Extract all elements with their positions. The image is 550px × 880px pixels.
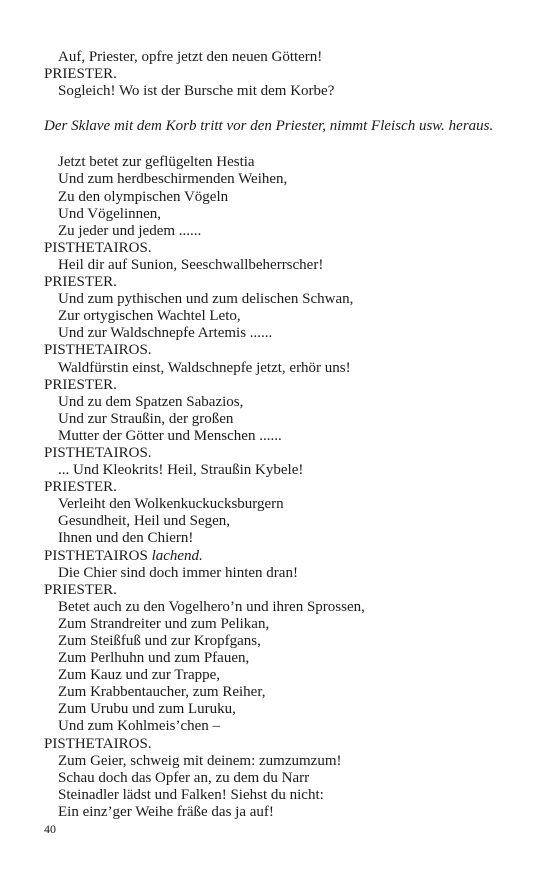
verse-line: Zum Krabbentaucher, zum Reiher, (58, 684, 266, 701)
speaker-name: PRIESTER. (44, 479, 117, 496)
verse-line: Verleiht den Wolkenkuckucksburgern (58, 496, 284, 513)
speaker-name: PISTHETAIROS (44, 547, 148, 564)
speaker-name: PISTHETAIROS. (44, 342, 152, 359)
verse-line: Und zum herdbeschirmenden Weihen, (58, 171, 288, 188)
speaker-name: PRIESTER. (44, 66, 117, 83)
verse-line: Zum Geier, schweig mit deinem: zumzumzum! (58, 752, 342, 769)
verse-line: Und zu dem Spatzen Sabazios, (58, 393, 244, 410)
verse-line: Gesundheit, Heil und Segen, (58, 513, 231, 530)
verse-line: Zum Strandreiter und zum Pelikan, (58, 615, 270, 632)
speaker-name: PISTHETAIROS. (44, 735, 152, 752)
verse-line: Und zum pythischen und zum delischen Schwan, (58, 291, 354, 308)
verse-line: Zu den olympischen Vögeln (58, 188, 229, 205)
verse-line: Sogleich! Wo ist der Bursche mit dem Korbe? (58, 83, 335, 100)
verse-line: Steinadler lädst und Falken! Siehst du nicht: (58, 786, 324, 803)
page-number: 40 (44, 822, 56, 836)
verse-line: Zum Kauz und zur Trappe, (58, 667, 221, 684)
verse-line: Jetzt betet zur geflügelten Hestia (58, 154, 255, 171)
verse-line: Waldfürstin einst, Waldschnepfe jetzt, erhör uns! (58, 359, 351, 376)
verse-line: Auf, Priester, opfre jetzt den neuen Göttern! (58, 49, 323, 65)
verse-line: Zum Steißfuß und zur Kropfgans, (58, 633, 261, 649)
verse-line: Ihnen und den Chiern! (58, 530, 194, 547)
verse-line: Ein einz’ger Weihe fräße das ja auf! (58, 803, 274, 820)
verse-line: Schau doch das Opfer an, zu dem du Narr (58, 769, 310, 786)
verse-line: Und zur Straußin, der großen (58, 410, 234, 427)
verse-line: Zum Perlhuhn und zum Pfauen, (58, 650, 250, 667)
speaker-with-direction (44, 548, 514, 565)
verse-line: Und Vögelinnen, (58, 205, 162, 222)
play-text (44, 49, 514, 821)
verse-line: Die Chier sind doch immer hinten dran! (58, 564, 298, 581)
speaker-name: PISTHETAIROS. (44, 239, 152, 256)
verse-line: Mutter der Götter und Menschen ...... (58, 427, 282, 444)
verse-line: Und zur Waldschnepfe Artemis ...... (58, 325, 273, 342)
verse-line: ... Und Kleokrits! Heil, Straußin Kybele! (58, 462, 304, 479)
speaker-name: PISTHETAIROS. (44, 444, 152, 461)
stage-direction-inline: lachend. (151, 547, 203, 564)
verse-line: Zum Urubu und zum Luruku, (58, 701, 236, 718)
speaker-name: PRIESTER. (44, 376, 117, 393)
speaker-name: PRIESTER. (44, 274, 117, 291)
verse-line: Zu jeder und jedem ...... (58, 222, 202, 239)
verse-line: Und zum Kohlmeis’chen – (58, 718, 221, 735)
verse-line: Betet auch zu den Vogelhero’n und ihren Sprossen, (58, 598, 365, 615)
verse-line: Zur ortygischen Wachtel Leto, (58, 308, 241, 325)
verse-line: Heil dir auf Sunion, Seeschwallbeherrscher! (58, 256, 324, 273)
speaker-name: PRIESTER. (44, 581, 117, 598)
stage-direction: Der Sklave mit dem Korb tritt vor den Priester, nimmt Fleisch usw. heraus. (44, 118, 494, 135)
